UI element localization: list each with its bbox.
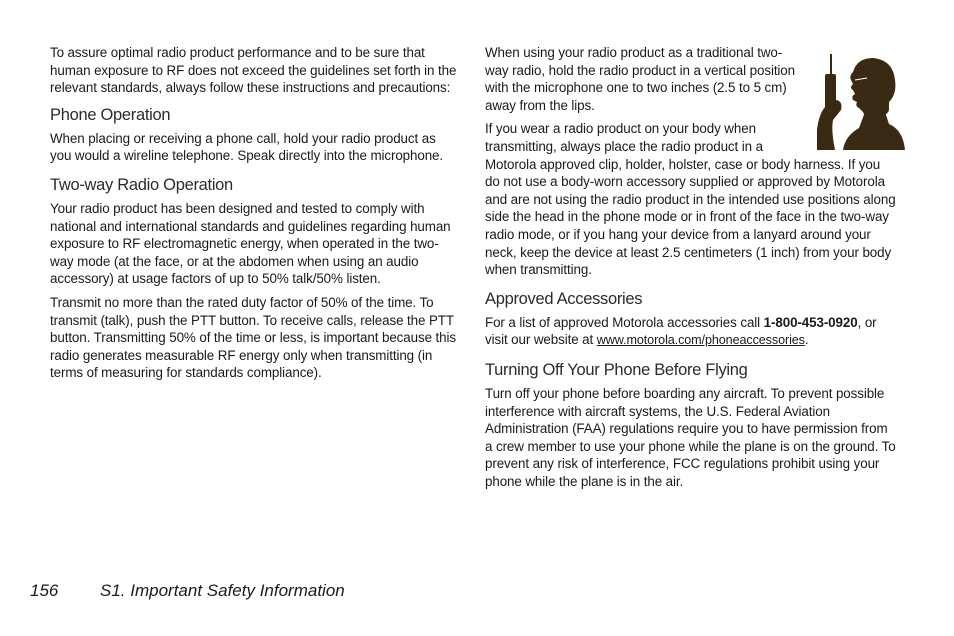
page-footer	[30, 581, 345, 601]
accessories-suffix: .	[804, 332, 809, 348]
traditional-use-paragraph: When using your radio product as a traditional two-way radio, hold the radio product in a vertical position with the microphone one to two inches (2.5 to 5 cm) away from the lips.	[485, 45, 796, 113]
two-way-radio-paragraph-1: Your radio product has been designed and tested to comply with national and international standards and guidelines regarding human exposure to RF electromagnetic energy, when operated in the two-way mode (at the face, or at the abdomen when using an audio accessory) at usage factors of up to 50% talk/50% listen.	[50, 200, 451, 287]
two-way-radio-user-illustration	[809, 50, 909, 150]
intro-paragraph: To assure optimal radio product performance and to be sure that human exposure to RF does not exceed the guidelines set forth in the relevant standards, always follow these instructions and precautions:	[50, 45, 457, 96]
approved-accessories-paragraph	[485, 314, 897, 350]
phone-operation-heading: Phone Operation	[50, 105, 171, 124]
left-column	[50, 44, 460, 388]
accessories-phone-number[interactable]: 1-800-453-0920	[763, 314, 858, 330]
approved-accessories-heading: Approved Accessories	[485, 289, 643, 308]
accessories-mid: , or visit our website at	[485, 314, 877, 348]
flying-heading: Turning Off Your Phone Before Flying	[485, 360, 748, 379]
accessories-prefix: For a list of approved Motorola accessories call	[485, 314, 764, 330]
accessories-website-link[interactable]: www.motorola.com/phoneaccessories	[596, 333, 805, 348]
section-title: S1. Important Safety Information	[100, 581, 345, 600]
two-way-radio-paragraph-2: Transmit no more than the rated duty factor of 50% of the time. To transmit (talk), push the PTT button. To receive calls, release the PTT button. Transmitting 50% of the time or less, is important because this radio generates measurable RF energy only when transmitting (in terms of measuring for standards compliance).	[50, 294, 456, 381]
person-silhouette-icon	[809, 50, 909, 150]
body-worn-paragraph: If you wear a radio product on your body when transmitting, always place the radio product in a Motorola approved clip, holder, holster, case or body harness. If you do not use a body-worn accessory supplied or approved by Motorola and are not using the radio product in the intended use positions along side the head in the phone mode or in front of the face in the two-way radio mode, or if you hang your device from a lanyard around your neck, keep the device at least 2.5 centimeters (1 inch) from your body when transmitting.	[485, 121, 896, 278]
two-way-radio-heading: Two-way Radio Operation	[50, 175, 233, 194]
flying-paragraph: Turn off your phone before boarding any aircraft. To prevent possible interference with aircraft systems, the U.S. Federal Aviation Administration (FAA) regulations require you to have permission from a crew member to use your phone while the plane is on the ground. To prevent any risk of interference, FCC regulations prohibit using your phone while the plane is in the air.	[485, 385, 896, 489]
right-column	[485, 44, 897, 496]
page-number: 156	[30, 581, 59, 600]
phone-operation-paragraph: When placing or receiving a phone call, hold your radio product as you would a wireline telephone. Speak directly into the microphone.	[50, 130, 444, 164]
